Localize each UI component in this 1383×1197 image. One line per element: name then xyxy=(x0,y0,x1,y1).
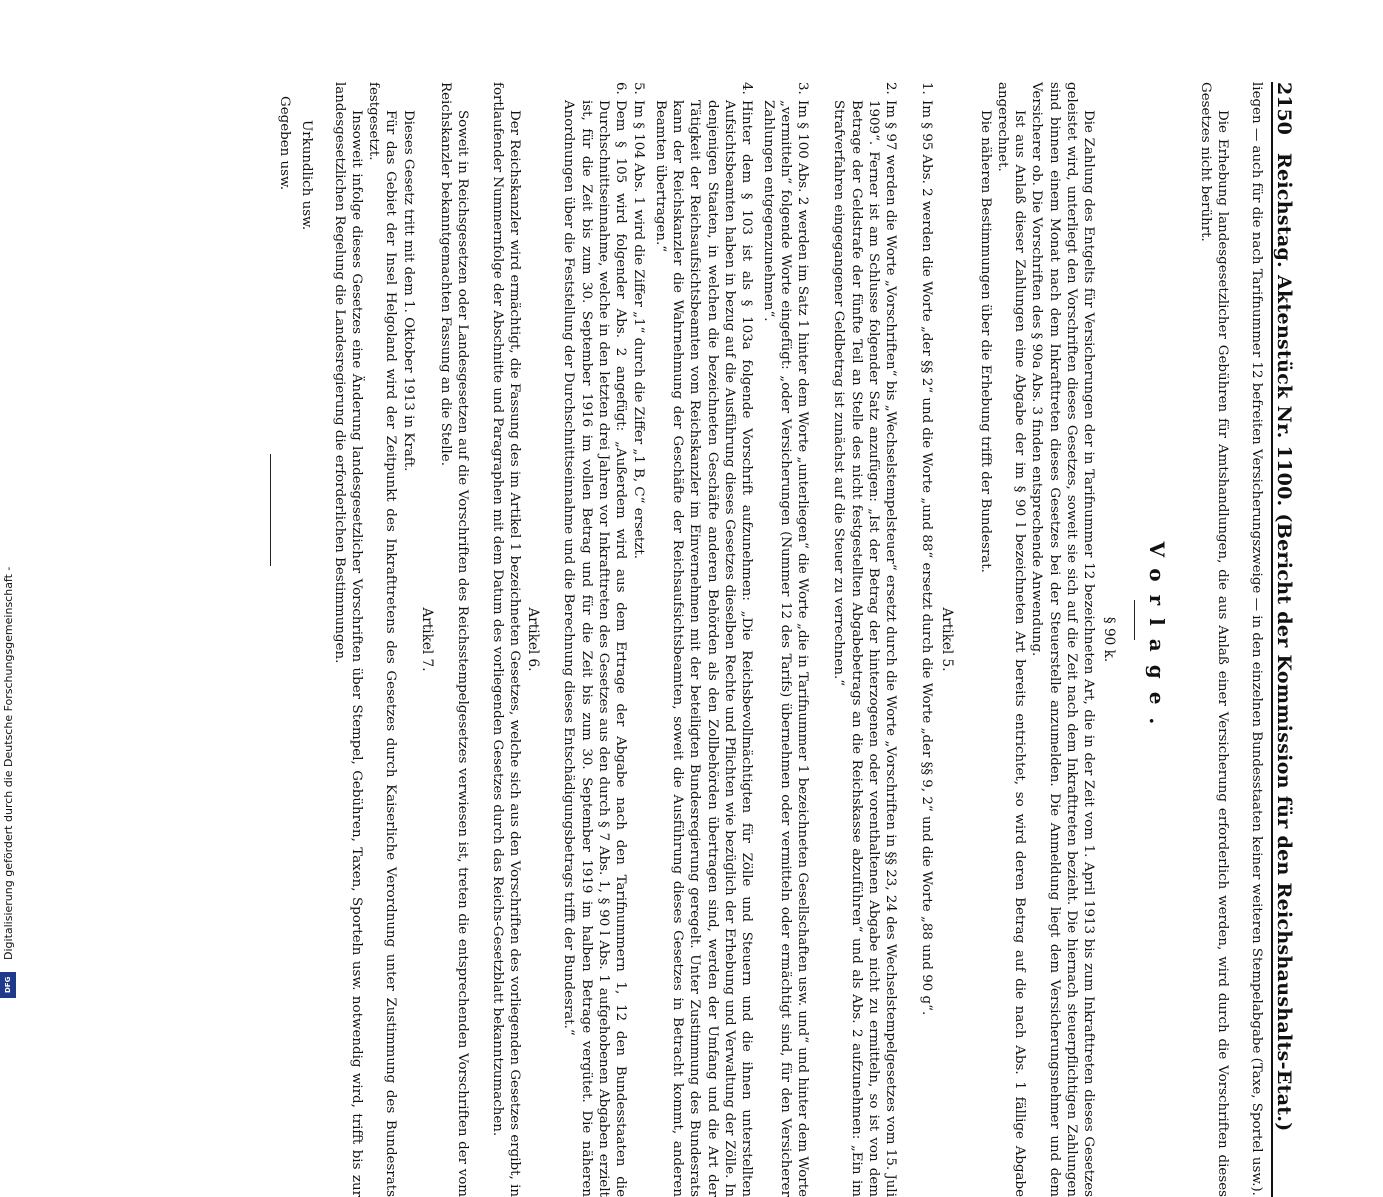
artikel-5-item-2 xyxy=(830,82,899,1197)
item-text: Im § 95 Abs. 2 werden die Worte „der §§ 2“ und die Worte „und 88“ ersetzt durch die Worte „der §§ 9, 2“ und die Worte „88 und 90 g“. xyxy=(919,100,934,1016)
item-number: 6. xyxy=(613,82,628,95)
artikel-7-paragraph-1: Dieses Gesetz tritt mit dem 1. Oktober 1913 in Kraft. xyxy=(401,110,416,472)
artikel-6-paragraph-2: Soweit in Reichsgesetzen oder Landesgesetzen auf die Vorschriften des Reichsstempelgesetzes verwiesen ist, treten die entsprechenden Vorschriften der vom Reichskanzler bekanntgemachten Fassung an die Stelle. xyxy=(437,82,470,1197)
closing-gegeben: Gegeben usw. xyxy=(277,96,292,191)
item-number: 3. xyxy=(795,82,810,95)
artikel-6-heading: Artikel 6. xyxy=(525,607,541,672)
vorlage-heading: Vorlage. xyxy=(1145,541,1169,738)
section-90k-paragraph-3: Die näheren Bestimmungen über die Erhebung trifft der Bundesrat. xyxy=(978,110,993,573)
artikel-7-paragraph-3: Insoweit infolge dieses Gesetzes eine Änderung landesgesetzlicher Vorschriften über Stempel, Gebühren, Taxen, Sporteln usw. notwendig wird, trifft bis zur landesgesetzlichen Regelung die Landesregierung die erforderlichen Bestimmungen. xyxy=(331,82,364,1197)
section-90k-heading: § 90 k. xyxy=(1101,616,1117,663)
item-number: 2. xyxy=(883,82,898,95)
closing-urkundlich: Urkundlich usw. xyxy=(299,120,314,231)
item-number: 4. xyxy=(739,82,754,95)
intro-paragraph-1: liegen — auch für die nach Tarifnummer 12 befreiten Versicherungszweige — in den einzelnen Bundesstaaten keiner weiteren Stempelabgabe (Taxe, Sportel usw.). xyxy=(1249,82,1264,1196)
page-number: 2150 xyxy=(1273,82,1295,135)
artikel-7-paragraph-2: Für das Gebiet der Insel Helgoland wird der Zeitpunkt des Inkrafttretens des Gesetzes durch Kaiserliche Verordnung unter Zustimmung des Bundesrats festgesetzt. xyxy=(365,82,398,1197)
section-90k-paragraph-1: Die Zahlung des Entgelts für Versicherungen der in Tarifnummer 12 bezeichneten Art, die in der Zeit vom 1. April 1913 bis zum Inkrafttreten dieses Gesetzes geleistet wird, unterliegt den Vorschriften dieses Gesetzes, soweit sie sich auf die Zeit nach dem Inkrafttreten bezieht. Die hiernach steuerpflichtigen Zahlungen sind binnen einem Monat nach dem Inkrafttreten dieses Gesetzes bei der Steuerstelle anzumelden. Die Anmeldung liegt dem Versicherungsnehmer und dem Versicherer ob. Die Vorschriften des § 90a Abs. 3 finden entsprechende Anwendung. xyxy=(1029,82,1096,1197)
item-text: Hinter dem § 103 ist als § 103a folgende Vorschrift aufzunehmen: „Die Reichsbevollmächtigten für Zölle und Steuern und die ihnen unterstellten Aufsichtsbeamten haben in bezug auf die Ausführung dieses Gesetzes dieselben Rechte und Pflichten wie bezüglich der Erhebung und Verwaltung der Zölle. In denjenigen Staaten, in welchen die bezeichneten Geschäfte anderen Behörden als den Zollbehörden übertragen sind, werden der Umfang und die Art der Tätigkeit der Reichsaufsichtsbeamten vom Reichskanzler im Einvernehmen mit der beteiligten Bundesregierung geregelt. Unter Zustimmung des Bundesrats kann der Reichskanzler die Wahrnehmung der Geschäfte der Reichsaufsichtsbeamten, soweit die Ausführung dieses Gesetzes in Betracht kommt, anderen Beamten übertragen.“ xyxy=(652,100,754,1197)
artikel-5-item-6 xyxy=(560,82,629,1197)
artikel-5-item-4 xyxy=(652,82,755,1197)
item-text: Im § 100 Abs. 2 werden im Satz 1 hinter dem Worte „unterliegen“ die Worte „die in Tarifnummer 1 bezeichneten Gesellschaften usw. und“ und hinter dem Worte „vermitteln“ folgende Worte eingefügt: „oder Versicherungen (Nummer 12 des Tarifs) übernehmen oder vermitteln oder ermächtigt sind, für den Versicherer Zahlungen entgegenzunehmen“. xyxy=(760,100,810,1197)
section-90k-paragraph-2: Ist aus Anlaß dieser Zahlungen eine Abgabe der im § 90 l bezeichneten Art bereits entrichtet, so wird deren Betrag auf die nach Abs. 1 fällige Abgabe angerechnet. xyxy=(994,82,1027,1197)
page-header-title: Reichstag. Aktenstück Nr. 1100. (Bericht der Kommission für den Reichshaushalts-Etat.) xyxy=(1273,152,1295,1132)
artikel-6-paragraph-1: Der Reichskanzler wird ermächtigt, die Fassung des im Artikel 1 bezeichneten Gesetzes, welche sich aus den Vorschriften des vorliegenden Gesetzes ergibt, in fortlaufender Nummernfolge der Abschnitte und Paragraphen mit dem Datum des vorliegenden Gesetzes durch das Reichs-Gesetzblatt bekanntzumachen. xyxy=(489,82,522,1197)
dfg-logo: DFG xyxy=(0,972,16,998)
artikel-5-item-1 xyxy=(918,82,935,1197)
page-header xyxy=(1271,82,1309,1197)
artikel-7-heading: Artikel 7. xyxy=(419,607,435,672)
artikel-5-item-5 xyxy=(630,82,647,1197)
dfg-credit-text: Digitalisierung gefördert durch die Deutsche Forschungsgemeinschaft - xyxy=(2,566,15,960)
end-rule xyxy=(270,454,271,566)
artikel-5-heading: Artikel 5. xyxy=(939,607,955,672)
vorlage-rule xyxy=(1134,600,1135,640)
item-text: Dem § 105 wird folgender Abs. 2 angefügt: „Außerdem wird aus dem Ertrage der Abgabe nach den Tarifnummern 1, 12 den Bundesstaaten die Durchschnittseinnahme, welche in den letzten drei Jahren vor Inkrafttreten des Gesetzes aus den durch § 7 Abs. 1, § 90 l Abs. 1 aufgehobenen Abgaben erzielt ist, für die Zeit bis zum 30. September 1916 im vollen Betrag und für die Zeit bis zum 30. September 1919 im halben Betrage vergütet. Die näheren Anordnungen über die Feststellung der Durchschnittseinnahme und die Berechnung dieses Entschädigungsbetrags trifft der Bundesrat.“ xyxy=(561,100,628,1197)
intro-paragraph-2: Die Erhebung landesgesetzlicher Gebühren für Amtshandlungen, die aus Anlaß einer Versicherung erforderlich werden, wird durch die Vorschriften dieses Gesetzes nicht berührt. xyxy=(1197,82,1230,1197)
artikel-5-item-3 xyxy=(759,82,811,1197)
item-text: Im § 97 werden die Worte „Vorschriften“ bis „Wechselstempelsteuer“ ersetzt durch die Worte „Vorschriften in §§ 23, 24 des Wechselstempelgesetzes vom 15. Juli 1909“. Ferner ist am Schlusse folgender Satz anzufügen: „Ist der Betrag der hinterzogenen oder vorenthaltenen Abgabe nicht zu ermitteln, so ist von dem Betrage der Geldstrafe der fünfte Teil an Stelle des nicht festgestellten Abgabebetrags an die Reichskasse abzuführen“ und als Abs. 2 aufzunehmen: „Ein im Strafverfahren eingegangener Geldbetrag ist zunächst auf die Steuer zu verrechnen.“ xyxy=(831,100,898,1197)
item-number: 5. xyxy=(631,82,646,95)
item-text: Im § 104 Abs. 1 wird die Ziffer „1“ durch die Ziffer „1 B, C“ ersetzt. xyxy=(631,100,646,559)
item-number: 1. xyxy=(919,82,934,95)
